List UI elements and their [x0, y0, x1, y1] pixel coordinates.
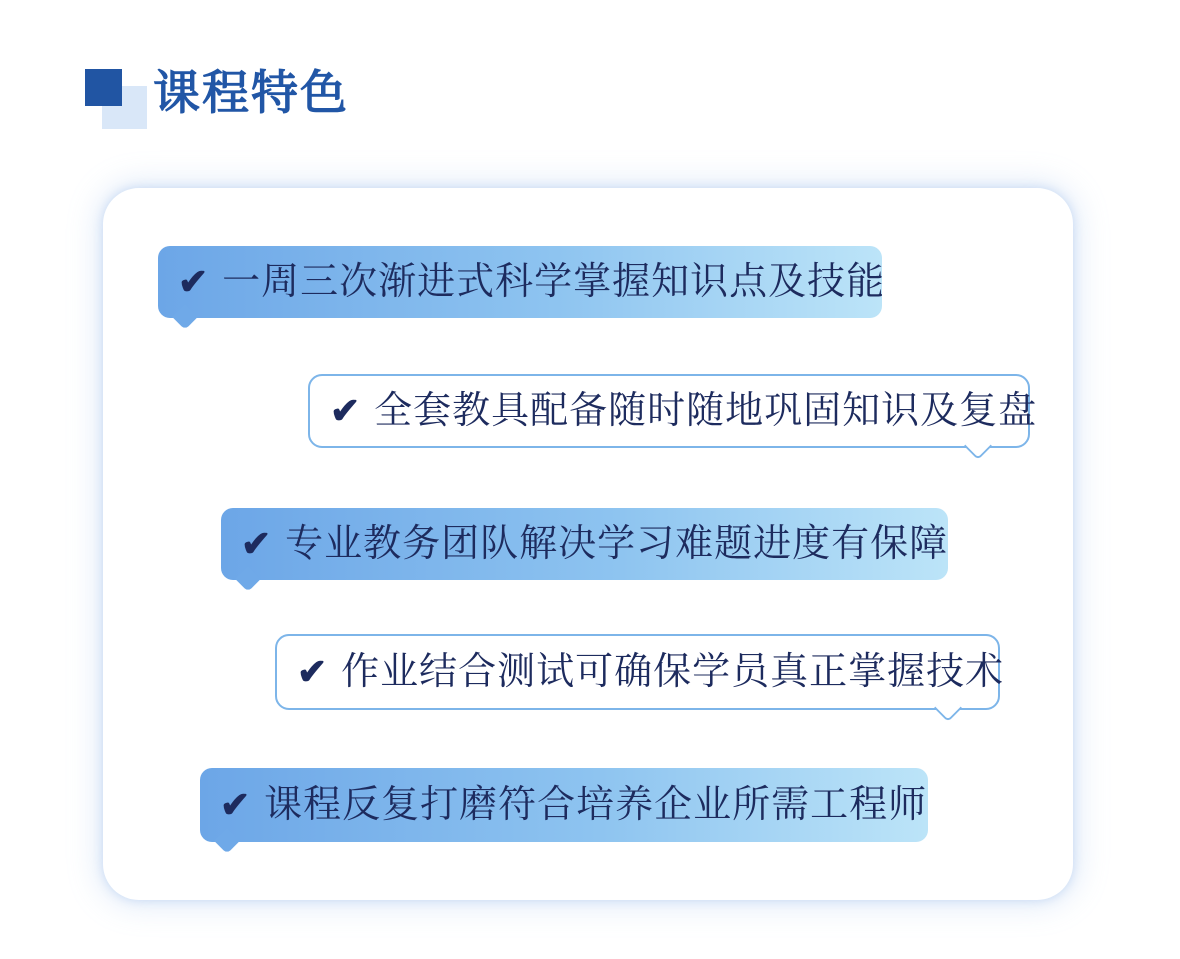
page-title: 课程特色 — [153, 66, 349, 119]
title-accent-squares — [85, 66, 149, 130]
check-icon: ✔ — [297, 651, 328, 692]
bubble-tail — [964, 432, 992, 460]
accent-square-dark — [85, 69, 122, 106]
feature-text: 作业结合测试可确保学员真正掌握技术 — [341, 651, 1005, 693]
feature-bubble-5 — [200, 768, 928, 842]
feature-bubble-2 — [308, 374, 1038, 448]
feature-bubble-3 — [221, 508, 948, 580]
bubble-tail — [172, 304, 197, 329]
bubble-tail — [934, 694, 962, 722]
feature-text: 课程反复打磨符合培养企业所需工程师 — [264, 784, 928, 826]
feature-bubble-4 — [275, 634, 1005, 710]
check-icon: ✔ — [330, 390, 361, 431]
bubble-tail — [235, 566, 260, 591]
section-header — [85, 66, 349, 130]
feature-bubble-1 — [158, 246, 886, 318]
feature-text: 专业教务团队解决学习难题进度有保障 — [285, 523, 949, 565]
bubble-tail — [214, 828, 239, 853]
feature-text: 一周三次渐进式科学掌握知识点及技能 — [222, 261, 886, 303]
feature-text: 全套教具配备随时随地巩固知识及复盘 — [374, 390, 1038, 432]
check-icon: ✔ — [178, 261, 209, 302]
check-icon: ✔ — [220, 784, 251, 825]
check-icon: ✔ — [241, 523, 272, 564]
features-panel — [103, 188, 1073, 900]
